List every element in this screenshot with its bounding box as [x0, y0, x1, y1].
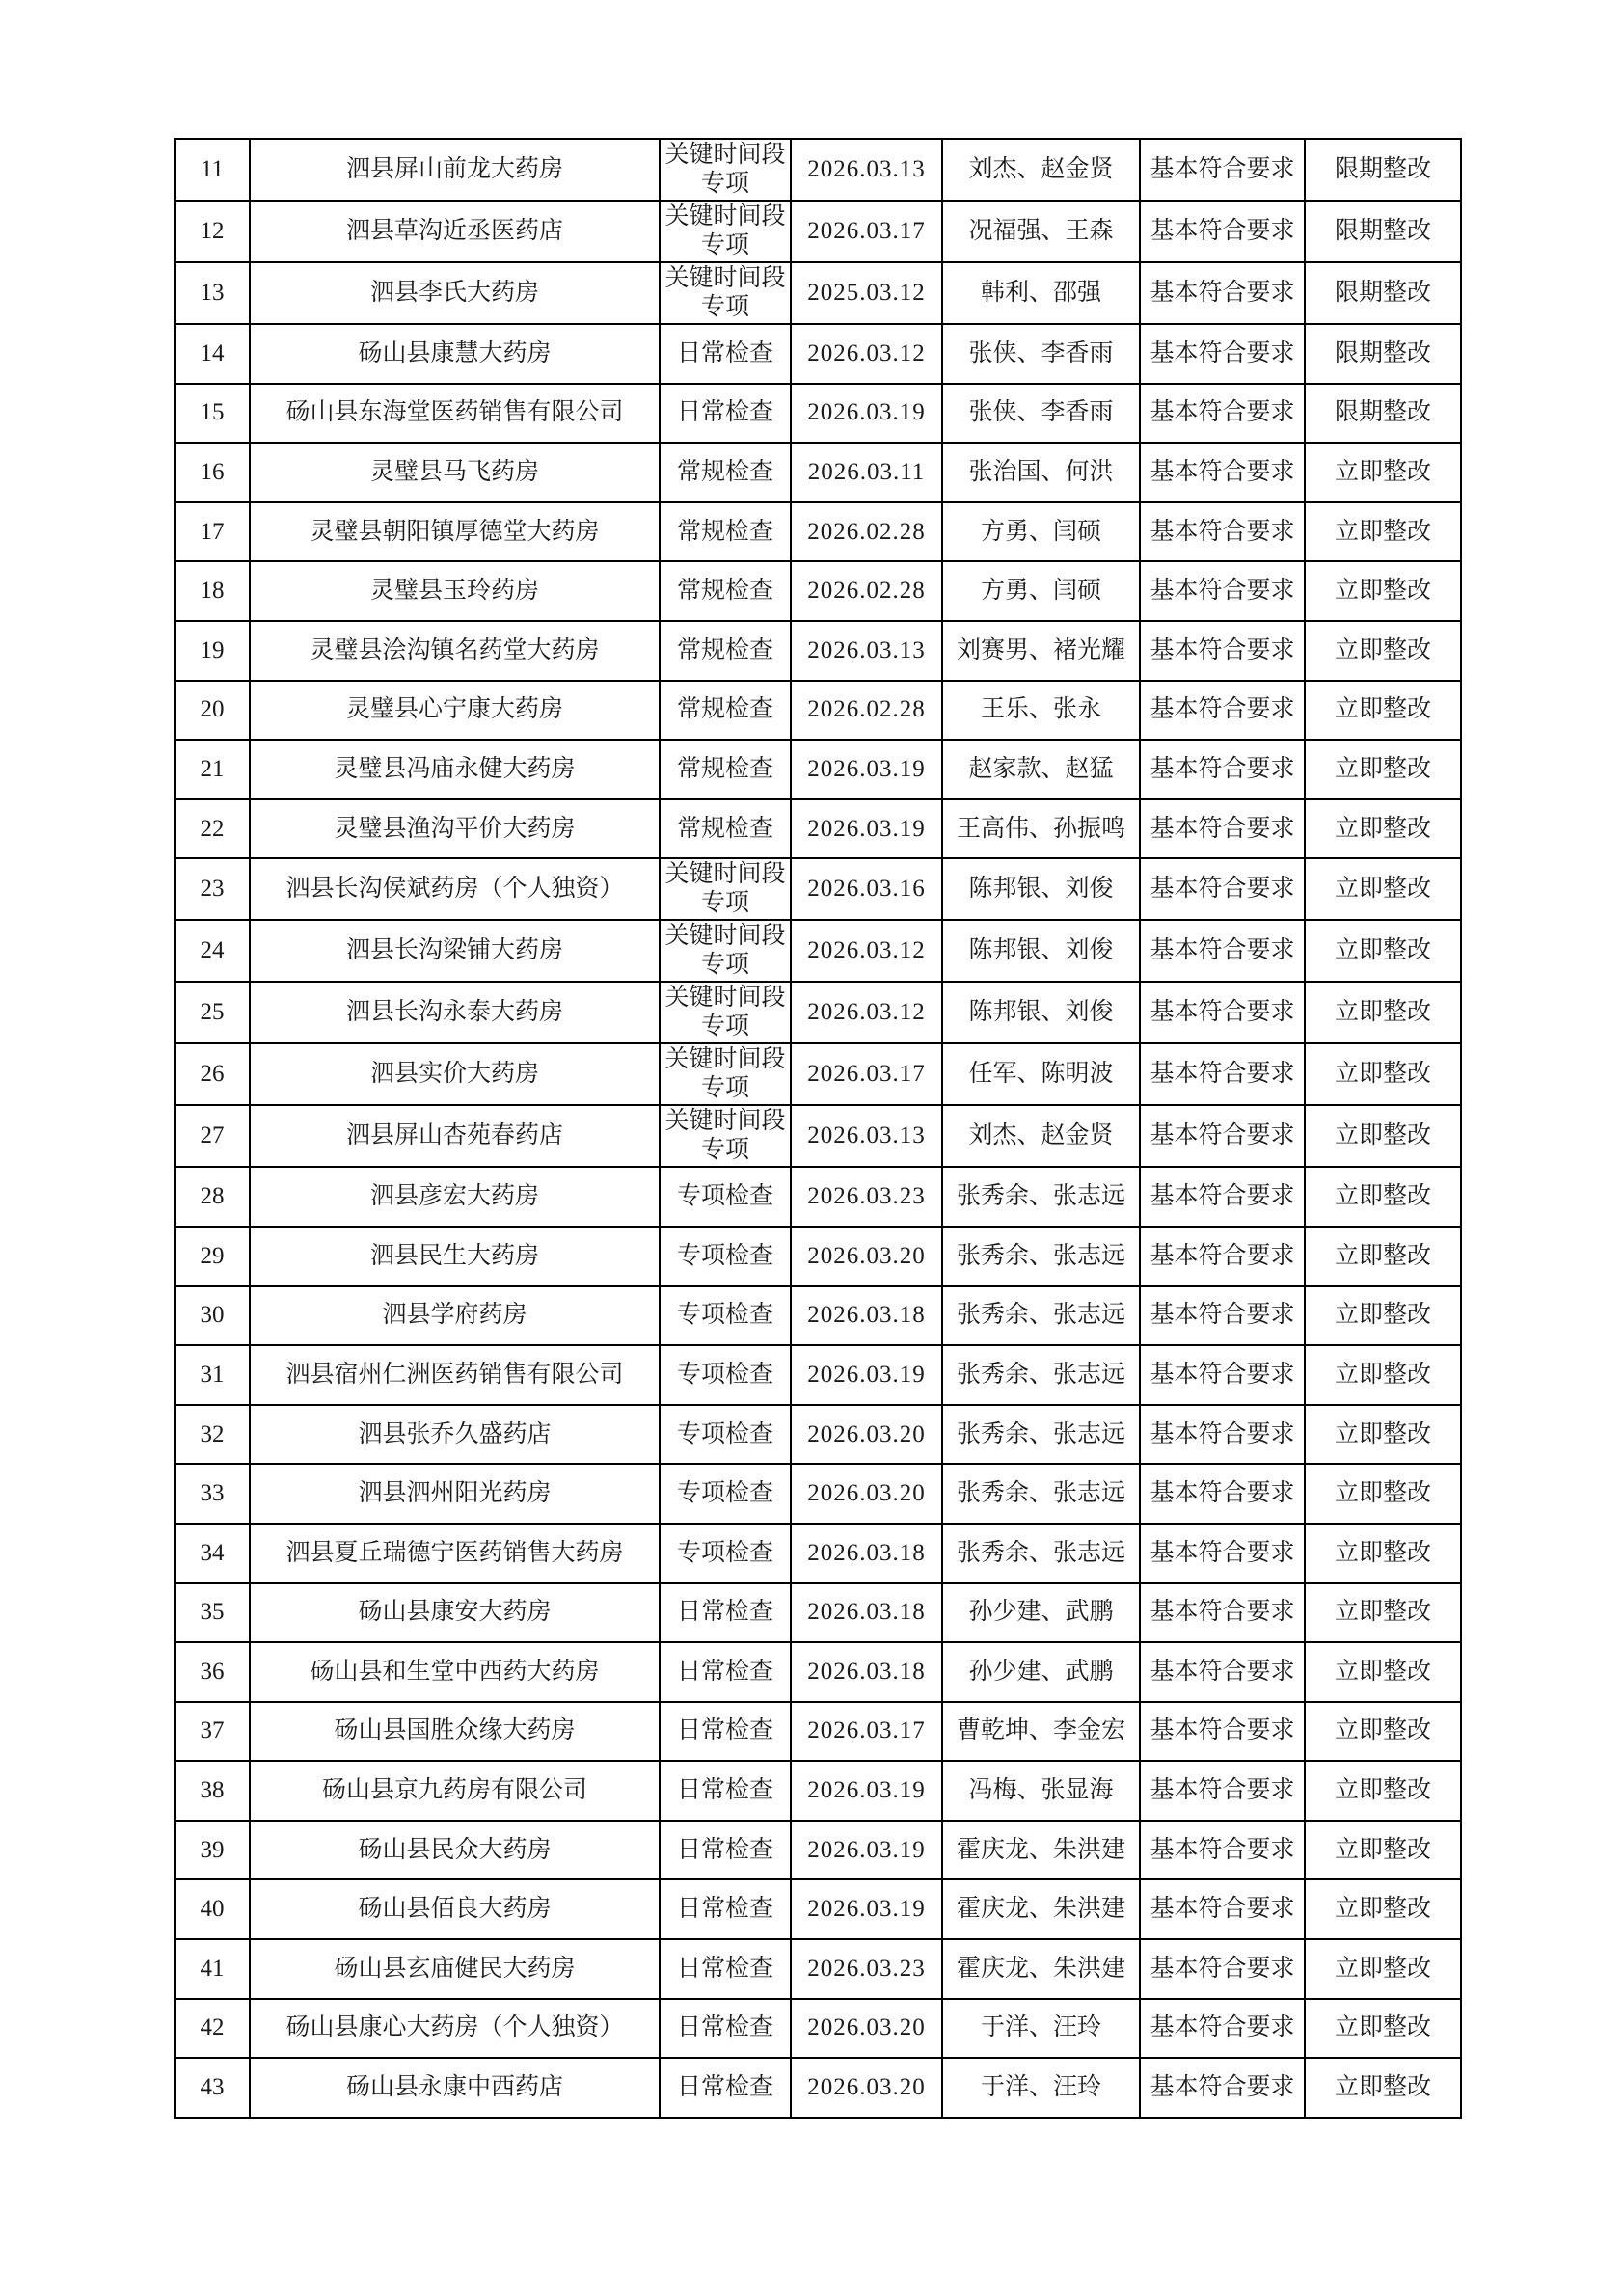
cell-action: 立即整改: [1305, 1105, 1461, 1167]
cell-inspectors: 张秀余、张志远: [942, 1524, 1140, 1583]
cell-inspectors: 曹乾坤、李金宏: [942, 1702, 1140, 1762]
cell-serial-number: 24: [175, 920, 250, 982]
cell-inspection-type: 关键时间段专项: [660, 1043, 791, 1105]
cell-inspection-date: 2026.03.17: [791, 1043, 942, 1105]
cell-pharmacy-name: 泗县草沟近丞医药店: [250, 201, 660, 262]
cell-result: 基本符合要求: [1140, 1999, 1305, 2059]
cell-result: 基本符合要求: [1140, 1642, 1305, 1702]
cell-serial-number: 36: [175, 1642, 250, 1702]
cell-action: 立即整改: [1305, 858, 1461, 920]
table-row: [175, 1105, 1461, 1167]
cell-inspection-date: 2026.03.16: [791, 858, 942, 920]
table-row: [175, 858, 1461, 920]
cell-inspection-date: 2026.03.13: [791, 139, 942, 201]
cell-action: 限期整改: [1305, 384, 1461, 444]
cell-inspectors: 张治国、何洪: [942, 443, 1140, 502]
cell-inspection-date: 2026.03.19: [791, 384, 942, 444]
cell-inspectors: 张秀余、张志远: [942, 1286, 1140, 1346]
cell-serial-number: 19: [175, 621, 250, 681]
cell-inspection-type: 常规检查: [660, 740, 791, 799]
cell-inspection-type: 日常检查: [660, 384, 791, 444]
cell-inspection-type: 专项检查: [660, 1524, 791, 1583]
cell-action: 限期整改: [1305, 262, 1461, 324]
cell-inspectors: 韩利、邵强: [942, 262, 1140, 324]
cell-pharmacy-name: 砀山县永康中西药店: [250, 2058, 660, 2118]
cell-inspectors: 陈邦银、刘俊: [942, 920, 1140, 982]
table-row: [175, 740, 1461, 799]
cell-inspection-type: 常规检查: [660, 561, 791, 621]
cell-result: 基本符合要求: [1140, 621, 1305, 681]
cell-pharmacy-name: 泗县泗州阳光药房: [250, 1464, 660, 1524]
table-row: [175, 1345, 1461, 1405]
cell-serial-number: 18: [175, 561, 250, 621]
cell-inspection-date: 2026.03.19: [791, 1879, 942, 1939]
table-row: [175, 1642, 1461, 1702]
cell-inspectors: 张秀余、张志远: [942, 1167, 1140, 1227]
cell-inspection-type: 关键时间段专项: [660, 858, 791, 920]
cell-inspectors: 霍庆龙、朱洪建: [942, 1821, 1140, 1880]
cell-action: 限期整改: [1305, 201, 1461, 262]
cell-inspection-date: 2025.03.12: [791, 262, 942, 324]
cell-serial-number: 30: [175, 1286, 250, 1346]
cell-result: 基本符合要求: [1140, 262, 1305, 324]
cell-action: 立即整改: [1305, 443, 1461, 502]
table-row: [175, 1227, 1461, 1286]
table-row: [175, 799, 1461, 859]
cell-inspection-date: 2026.03.17: [791, 201, 942, 262]
cell-inspection-type: 日常检查: [660, 1999, 791, 2059]
cell-inspection-type: 常规检查: [660, 502, 791, 562]
cell-inspectors: 刘赛男、褚光耀: [942, 621, 1140, 681]
cell-serial-number: 39: [175, 1821, 250, 1880]
cell-action: 立即整改: [1305, 799, 1461, 859]
cell-serial-number: 37: [175, 1702, 250, 1762]
cell-pharmacy-name: 泗县李氏大药房: [250, 262, 660, 324]
cell-inspection-date: 2026.02.28: [791, 681, 942, 741]
cell-action: 立即整改: [1305, 1702, 1461, 1762]
table-row: [175, 201, 1461, 262]
cell-action: 立即整改: [1305, 621, 1461, 681]
table-row: [175, 920, 1461, 982]
cell-pharmacy-name: 泗县长沟永泰大药房: [250, 982, 660, 1043]
cell-inspection-type: 关键时间段专项: [660, 920, 791, 982]
cell-inspection-type: 关键时间段专项: [660, 139, 791, 201]
cell-inspection-date: 2026.03.18: [791, 1524, 942, 1583]
cell-inspectors: 于洋、汪玲: [942, 1999, 1140, 2059]
cell-pharmacy-name: 泗县长沟侯斌药房（个人独资）: [250, 858, 660, 920]
cell-pharmacy-name: 灵璧县玉玲药房: [250, 561, 660, 621]
cell-inspection-date: 2026.03.13: [791, 1105, 942, 1167]
cell-pharmacy-name: 泗县学府药房: [250, 1286, 660, 1346]
cell-inspectors: 况福强、王森: [942, 201, 1140, 262]
cell-inspectors: 赵家款、赵猛: [942, 740, 1140, 799]
cell-inspection-date: 2026.03.11: [791, 443, 942, 502]
cell-action: 立即整改: [1305, 561, 1461, 621]
cell-serial-number: 12: [175, 201, 250, 262]
cell-inspection-type: 日常检查: [660, 1583, 791, 1643]
cell-result: 基本符合要求: [1140, 1405, 1305, 1465]
cell-result: 基本符合要求: [1140, 1939, 1305, 1999]
cell-inspection-date: 2026.03.19: [791, 1761, 942, 1821]
cell-pharmacy-name: 泗县实价大药房: [250, 1043, 660, 1105]
cell-inspection-date: 2026.02.28: [791, 502, 942, 562]
cell-pharmacy-name: 泗县宿州仁洲医药销售有限公司: [250, 1345, 660, 1405]
cell-inspection-date: 2026.03.23: [791, 1939, 942, 1999]
cell-action: 立即整改: [1305, 920, 1461, 982]
cell-result: 基本符合要求: [1140, 1879, 1305, 1939]
cell-result: 基本符合要求: [1140, 1821, 1305, 1880]
cell-inspection-date: 2026.03.23: [791, 1167, 942, 1227]
cell-inspection-date: 2026.03.19: [791, 799, 942, 859]
cell-result: 基本符合要求: [1140, 139, 1305, 201]
cell-action: 立即整改: [1305, 1821, 1461, 1880]
cell-inspection-type: 日常检查: [660, 1939, 791, 1999]
cell-serial-number: 26: [175, 1043, 250, 1105]
cell-pharmacy-name: 泗县张乔久盛药店: [250, 1405, 660, 1465]
cell-action: 立即整改: [1305, 1227, 1461, 1286]
cell-pharmacy-name: 泗县屏山杏苑春药店: [250, 1105, 660, 1167]
cell-pharmacy-name: 泗县长沟梁铺大药房: [250, 920, 660, 982]
cell-inspection-date: 2026.03.12: [791, 982, 942, 1043]
table-row: [175, 1286, 1461, 1346]
cell-serial-number: 31: [175, 1345, 250, 1405]
cell-result: 基本符合要求: [1140, 1524, 1305, 1583]
cell-action: 立即整改: [1305, 681, 1461, 741]
cell-pharmacy-name: 砀山县康安大药房: [250, 1583, 660, 1643]
cell-pharmacy-name: 灵璧县朝阳镇厚德堂大药房: [250, 502, 660, 562]
cell-result: 基本符合要求: [1140, 1583, 1305, 1643]
cell-inspection-date: 2026.03.18: [791, 1583, 942, 1643]
cell-pharmacy-name: 砀山县民众大药房: [250, 1821, 660, 1880]
cell-pharmacy-name: 砀山县康心大药房（个人独资）: [250, 1999, 660, 2059]
cell-pharmacy-name: 砀山县玄庙健民大药房: [250, 1939, 660, 1999]
cell-serial-number: 23: [175, 858, 250, 920]
cell-pharmacy-name: 灵璧县浍沟镇名药堂大药房: [250, 621, 660, 681]
cell-serial-number: 42: [175, 1999, 250, 2059]
cell-result: 基本符合要求: [1140, 201, 1305, 262]
table-row: [175, 2058, 1461, 2118]
cell-pharmacy-name: 泗县民生大药房: [250, 1227, 660, 1286]
table-row: [175, 324, 1461, 384]
cell-serial-number: 27: [175, 1105, 250, 1167]
cell-serial-number: 22: [175, 799, 250, 859]
cell-action: 立即整改: [1305, 1405, 1461, 1465]
cell-result: 基本符合要求: [1140, 1227, 1305, 1286]
cell-action: 立即整改: [1305, 502, 1461, 562]
cell-serial-number: 35: [175, 1583, 250, 1643]
cell-inspectors: 孙少建、武鹏: [942, 1583, 1140, 1643]
table-row: [175, 681, 1461, 741]
cell-serial-number: 33: [175, 1464, 250, 1524]
cell-pharmacy-name: 砀山县康慧大药房: [250, 324, 660, 384]
cell-inspection-date: 2026.03.20: [791, 1999, 942, 2059]
table-row: [175, 1761, 1461, 1821]
cell-inspection-date: 2026.03.20: [791, 1464, 942, 1524]
cell-action: 立即整改: [1305, 1464, 1461, 1524]
cell-serial-number: 28: [175, 1167, 250, 1227]
cell-pharmacy-name: 砀山县国胜众缘大药房: [250, 1702, 660, 1762]
cell-inspection-date: 2026.03.19: [791, 1345, 942, 1405]
cell-action: 立即整改: [1305, 1879, 1461, 1939]
cell-action: 立即整改: [1305, 1286, 1461, 1346]
table-row: [175, 982, 1461, 1043]
cell-inspectors: 于洋、汪玲: [942, 2058, 1140, 2118]
cell-action: 限期整改: [1305, 324, 1461, 384]
cell-inspection-date: 2026.03.20: [791, 1405, 942, 1465]
cell-action: 限期整改: [1305, 139, 1461, 201]
table-row: [175, 1702, 1461, 1762]
cell-inspection-type: 日常检查: [660, 1642, 791, 1702]
cell-inspection-type: 专项检查: [660, 1227, 791, 1286]
table-row: [175, 1524, 1461, 1583]
cell-inspectors: 陈邦银、刘俊: [942, 858, 1140, 920]
table-row: [175, 1464, 1461, 1524]
cell-inspection-date: 2026.03.19: [791, 740, 942, 799]
cell-action: 立即整改: [1305, 1999, 1461, 2059]
cell-inspectors: 霍庆龙、朱洪建: [942, 1939, 1140, 1999]
cell-inspection-date: 2026.03.20: [791, 1227, 942, 1286]
cell-inspection-type: 专项检查: [660, 1405, 791, 1465]
cell-serial-number: 38: [175, 1761, 250, 1821]
cell-inspectors: 张秀余、张志远: [942, 1227, 1140, 1286]
cell-serial-number: 14: [175, 324, 250, 384]
cell-result: 基本符合要求: [1140, 920, 1305, 982]
cell-action: 立即整改: [1305, 1939, 1461, 1999]
cell-pharmacy-name: 灵璧县冯庙永健大药房: [250, 740, 660, 799]
cell-serial-number: 15: [175, 384, 250, 444]
cell-inspection-type: 日常检查: [660, 324, 791, 384]
cell-serial-number: 17: [175, 502, 250, 562]
cell-pharmacy-name: 泗县屏山前龙大药房: [250, 139, 660, 201]
cell-inspection-type: 关键时间段专项: [660, 982, 791, 1043]
cell-inspectors: 王乐、张永: [942, 681, 1140, 741]
cell-result: 基本符合要求: [1140, 1702, 1305, 1762]
cell-pharmacy-name: 泗县夏丘瑞德宁医药销售大药房: [250, 1524, 660, 1583]
table-row: [175, 139, 1461, 201]
cell-inspection-type: 专项检查: [660, 1167, 791, 1227]
table-row: [175, 1999, 1461, 2059]
cell-result: 基本符合要求: [1140, 384, 1305, 444]
cell-pharmacy-name: 泗县彦宏大药房: [250, 1167, 660, 1227]
cell-pharmacy-name: 灵璧县马飞药房: [250, 443, 660, 502]
cell-inspection-date: 2026.03.20: [791, 2058, 942, 2118]
cell-inspection-type: 专项检查: [660, 1464, 791, 1524]
cell-inspection-date: 2026.03.17: [791, 1702, 942, 1762]
cell-result: 基本符合要求: [1140, 1345, 1305, 1405]
cell-inspection-type: 常规检查: [660, 443, 791, 502]
cell-serial-number: 11: [175, 139, 250, 201]
cell-inspection-type: 常规检查: [660, 799, 791, 859]
cell-inspection-date: 2026.02.28: [791, 561, 942, 621]
cell-pharmacy-name: 砀山县东海堂医药销售有限公司: [250, 384, 660, 444]
cell-inspection-date: 2026.03.18: [791, 1286, 942, 1346]
table-row: [175, 1879, 1461, 1939]
cell-result: 基本符合要求: [1140, 561, 1305, 621]
table-row: [175, 1167, 1461, 1227]
cell-serial-number: 25: [175, 982, 250, 1043]
cell-action: 立即整改: [1305, 1167, 1461, 1227]
cell-result: 基本符合要求: [1140, 982, 1305, 1043]
cell-inspectors: 张侠、李香雨: [942, 384, 1140, 444]
cell-action: 立即整改: [1305, 1583, 1461, 1643]
cell-inspectors: 刘杰、赵金贤: [942, 1105, 1140, 1167]
cell-result: 基本符合要求: [1140, 1167, 1305, 1227]
cell-pharmacy-name: 砀山县佰良大药房: [250, 1879, 660, 1939]
cell-inspectors: 张秀余、张志远: [942, 1464, 1140, 1524]
cell-action: 立即整改: [1305, 1043, 1461, 1105]
table-row: [175, 1043, 1461, 1105]
cell-action: 立即整改: [1305, 1642, 1461, 1702]
cell-action: 立即整改: [1305, 1345, 1461, 1405]
cell-result: 基本符合要求: [1140, 1105, 1305, 1167]
cell-result: 基本符合要求: [1140, 2058, 1305, 2118]
cell-result: 基本符合要求: [1140, 502, 1305, 562]
cell-inspection-type: 日常检查: [660, 1821, 791, 1880]
cell-pharmacy-name: 砀山县京九药房有限公司: [250, 1761, 660, 1821]
cell-pharmacy-name: 灵璧县心宁康大药房: [250, 681, 660, 741]
cell-inspection-type: 关键时间段专项: [660, 262, 791, 324]
cell-inspection-type: 常规检查: [660, 681, 791, 741]
cell-inspection-type: 日常检查: [660, 1879, 791, 1939]
cell-inspection-date: 2026.03.19: [791, 1821, 942, 1880]
cell-result: 基本符合要求: [1140, 1761, 1305, 1821]
table-row: [175, 1821, 1461, 1880]
cell-inspectors: 任军、陈明波: [942, 1043, 1140, 1105]
cell-inspectors: 陈邦银、刘俊: [942, 982, 1140, 1043]
cell-inspectors: 孙少建、武鹏: [942, 1642, 1140, 1702]
cell-inspection-type: 关键时间段专项: [660, 1105, 791, 1167]
cell-serial-number: 16: [175, 443, 250, 502]
table-row: [175, 561, 1461, 621]
cell-inspectors: 刘杰、赵金贤: [942, 139, 1140, 201]
cell-serial-number: 21: [175, 740, 250, 799]
cell-inspection-type: 常规检查: [660, 621, 791, 681]
cell-result: 基本符合要求: [1140, 1464, 1305, 1524]
cell-inspection-date: 2026.03.12: [791, 324, 942, 384]
cell-result: 基本符合要求: [1140, 681, 1305, 741]
cell-inspection-type: 日常检查: [660, 1702, 791, 1762]
cell-pharmacy-name: 灵璧县渔沟平价大药房: [250, 799, 660, 859]
cell-inspectors: 方勇、闫硕: [942, 502, 1140, 562]
cell-inspection-date: 2026.03.13: [791, 621, 942, 681]
cell-result: 基本符合要求: [1140, 799, 1305, 859]
cell-action: 立即整改: [1305, 1524, 1461, 1583]
cell-action: 立即整改: [1305, 740, 1461, 799]
cell-inspection-type: 专项检查: [660, 1345, 791, 1405]
cell-serial-number: 43: [175, 2058, 250, 2118]
table-row: [175, 262, 1461, 324]
cell-inspectors: 张侠、李香雨: [942, 324, 1140, 384]
cell-inspection-date: 2026.03.12: [791, 920, 942, 982]
cell-inspectors: 王高伟、孙振鸣: [942, 799, 1140, 859]
cell-serial-number: 13: [175, 262, 250, 324]
inspection-table: [174, 138, 1462, 2119]
cell-action: 立即整改: [1305, 2058, 1461, 2118]
table-row: [175, 1939, 1461, 1999]
cell-serial-number: 41: [175, 1939, 250, 1999]
cell-serial-number: 34: [175, 1524, 250, 1583]
cell-inspection-type: 日常检查: [660, 2058, 791, 2118]
cell-result: 基本符合要求: [1140, 1043, 1305, 1105]
cell-action: 立即整改: [1305, 982, 1461, 1043]
cell-result: 基本符合要求: [1140, 443, 1305, 502]
table-row: [175, 1405, 1461, 1465]
table-row: [175, 502, 1461, 562]
cell-inspection-type: 专项检查: [660, 1286, 791, 1346]
cell-result: 基本符合要求: [1140, 324, 1305, 384]
cell-inspectors: 霍庆龙、朱洪建: [942, 1879, 1140, 1939]
cell-inspectors: 张秀余、张志远: [942, 1345, 1140, 1405]
cell-result: 基本符合要求: [1140, 1286, 1305, 1346]
cell-inspection-type: 关键时间段专项: [660, 201, 791, 262]
cell-inspection-type: 日常检查: [660, 1761, 791, 1821]
cell-serial-number: 20: [175, 681, 250, 741]
cell-inspection-date: 2026.03.18: [791, 1642, 942, 1702]
cell-inspectors: 方勇、闫硕: [942, 561, 1140, 621]
cell-result: 基本符合要求: [1140, 740, 1305, 799]
cell-action: 立即整改: [1305, 1761, 1461, 1821]
cell-inspectors: 冯梅、张显海: [942, 1761, 1140, 1821]
cell-serial-number: 40: [175, 1879, 250, 1939]
cell-result: 基本符合要求: [1140, 858, 1305, 920]
cell-serial-number: 32: [175, 1405, 250, 1465]
table-row: [175, 384, 1461, 444]
table-row: [175, 1583, 1461, 1643]
cell-serial-number: 29: [175, 1227, 250, 1286]
cell-inspectors: 张秀余、张志远: [942, 1405, 1140, 1465]
cell-pharmacy-name: 砀山县和生堂中西药大药房: [250, 1642, 660, 1702]
table-row: [175, 443, 1461, 502]
table-row: [175, 621, 1461, 681]
